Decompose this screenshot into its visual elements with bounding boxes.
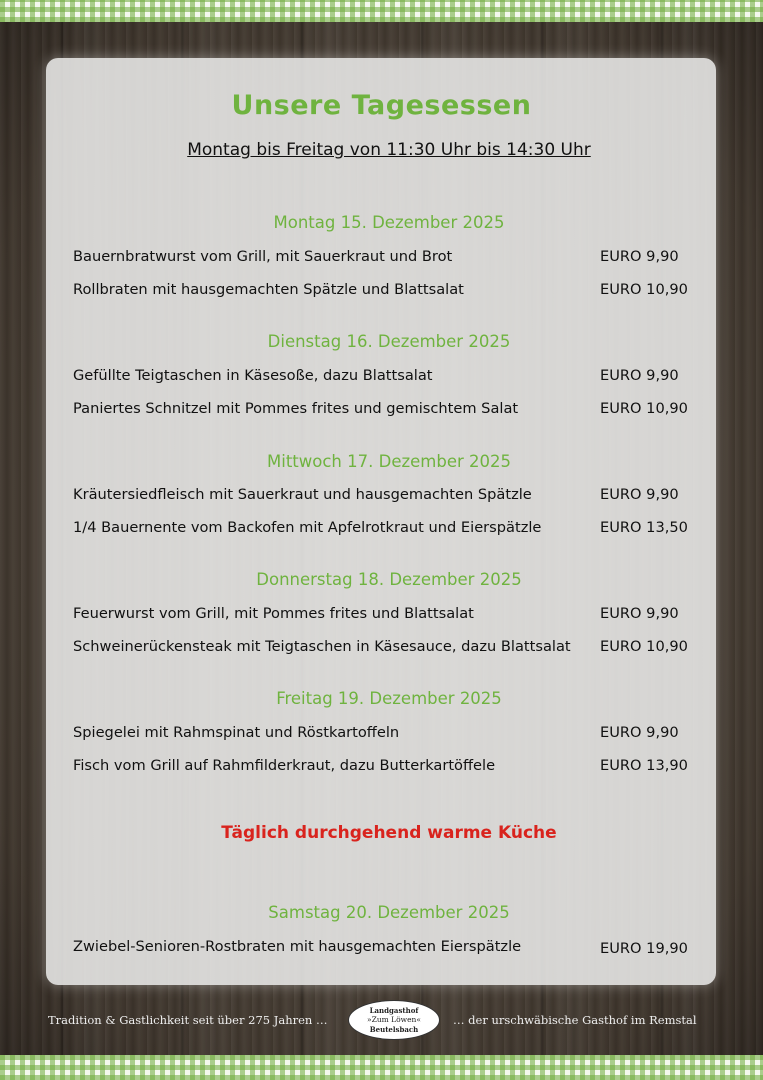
dish-name: Feuerwurst vom Grill, mit Pommes frites und Blattsalat [73,605,474,622]
day-heading-saturday: Samstag 20. Dezember 2025 [268,903,510,922]
dish-price: EURO 9,90 [600,724,679,741]
dish-name: Zwiebel-Senioren-Rostbraten mit hausgemachten Eierspätzle [73,938,522,955]
dish-price: EURO 9,90 [600,367,679,384]
dish-name: Gefüllte Teigtaschen in Käsesoße, dazu Blattsalat [73,367,433,384]
day-heading-thursday: Donnerstag 18. Dezember 2025 [256,570,522,589]
dish-name: Rollbraten mit hausgemachten Spätzle und Blattsalat [73,281,464,298]
dish-name: Kräutersiedfleisch mit Sauerkraut und hausgemachten Spätzle [73,486,532,503]
dish-price: EURO 13,90 [600,757,688,774]
seal-line-1: Landgasthof [369,1006,419,1015]
dish-name: 1/4 Bauernente vom Backofen mit Apfelrotkraut und Eierspätzle [73,519,542,536]
day-heading-friday: Freitag 19. Dezember 2025 [276,689,502,708]
warm-kitchen-notice: Täglich durchgehend warme Küche [221,823,557,843]
dish-price: EURO 9,90 [600,605,679,622]
gingham-border-top [0,0,763,22]
gasthof-seal-logo [348,1000,440,1040]
footer-tagline-right: … der urschwäbische Gasthof im Remstal [453,1013,697,1027]
day-heading-monday: Montag 15. Dezember 2025 [273,213,505,232]
page-title: Unsere Tagesessen [231,90,532,121]
dish-price: EURO 9,90 [600,486,679,503]
dish-name: Paniertes Schnitzel mit Pommes frites und gemischtem Salat [73,400,519,417]
seal-line-3: Beutelsbach [369,1025,419,1034]
seal-line-2: »Zum Löwen« [367,1015,421,1024]
dish-price: EURO 10,90 [600,400,688,417]
dish-price: EURO 9,90 [600,248,679,265]
dish-name: Fisch vom Grill auf Rahmfilderkraut, dazu Butterkartöffele [73,757,496,774]
dish-name: Bauernbratwurst vom Grill, mit Sauerkraut und Brot [73,248,453,265]
dish-price: EURO 10,90 [600,638,688,655]
day-heading-wednesday: Mittwoch 17. Dezember 2025 [267,452,511,471]
dish-name: Schweinerückensteak mit Teigtaschen in Käsesauce, dazu Blattsalat [73,638,571,655]
dish-name: Spiegelei mit Rahmspinat und Röstkartoffeln [73,724,400,741]
dish-price: EURO 10,90 [600,281,688,298]
gingham-border-bottom [0,1055,763,1080]
opening-hours: Montag bis Freitag von 11:30 Uhr bis 14:30 Uhr [187,140,591,160]
dish-price: EURO 13,50 [600,519,688,536]
day-heading-tuesday: Dienstag 16. Dezember 2025 [267,332,511,351]
dish-price: EURO 19,90 [600,940,688,957]
footer-tagline-left: Tradition & Gastlichkeit seit über 275 Jahren … [48,1013,328,1027]
